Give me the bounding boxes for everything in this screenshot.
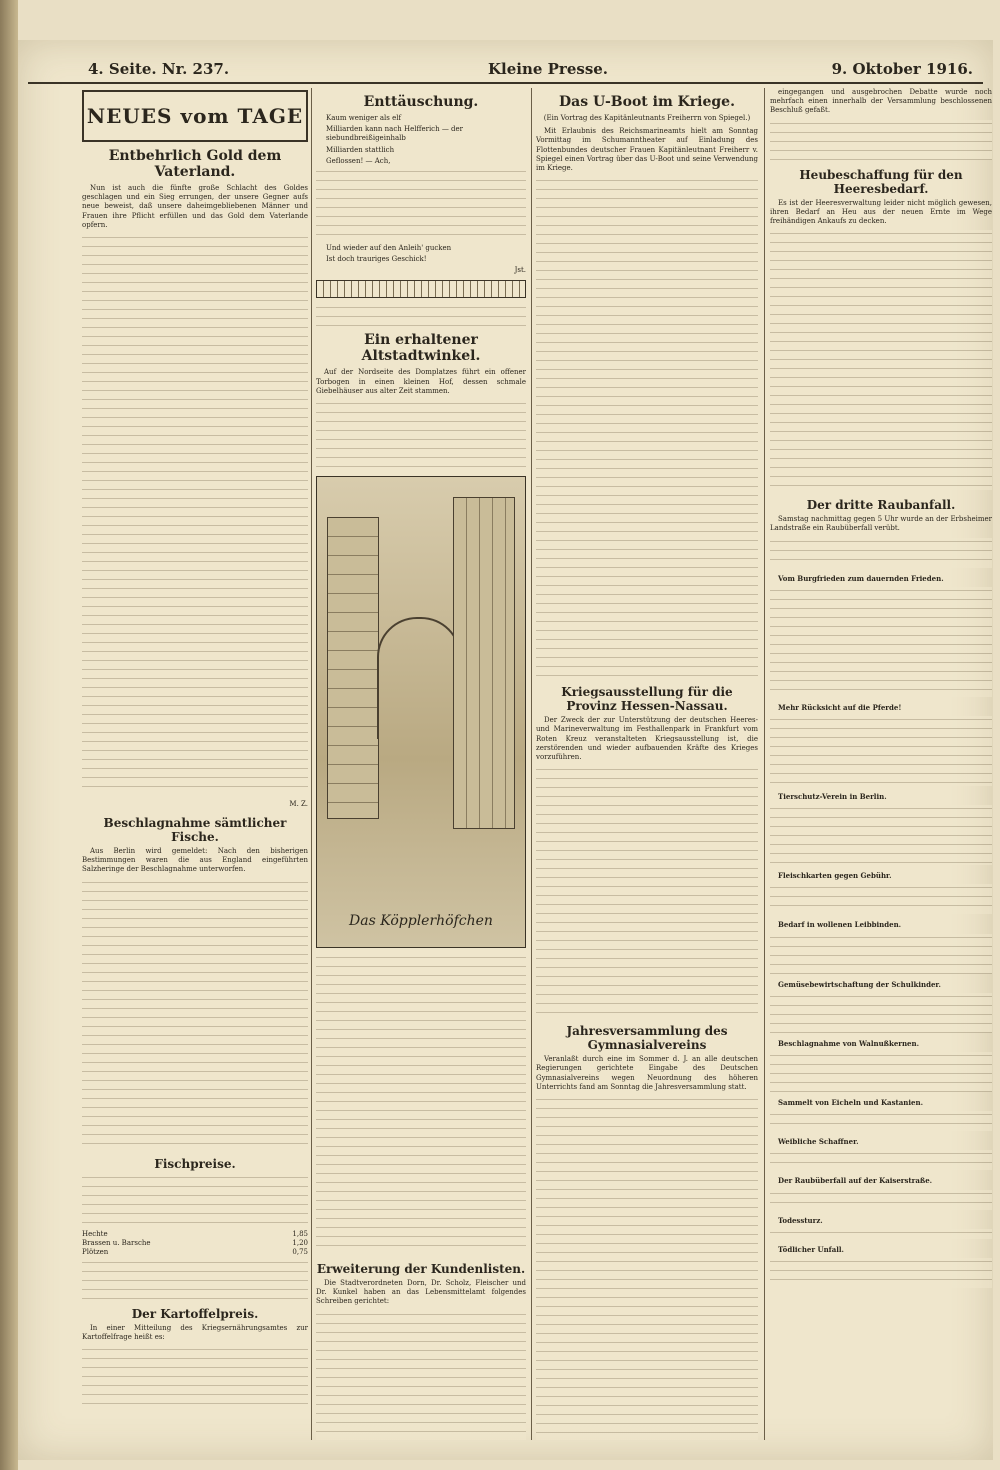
poem-line: Und wieder auf den Anleih' gucken <box>326 244 452 253</box>
decorative-divider <box>316 280 526 298</box>
article-body-lines <box>770 1258 992 1288</box>
poem-line: Kaum weniger als elf <box>326 114 402 122</box>
signature: M. Z. <box>289 800 308 809</box>
masthead: NEUES vom TAGE <box>82 90 308 142</box>
article-text: Veranlaßt durch eine im Sommer d. J. an alle deutschen Regierungen gerichtete Eingabe des Deutschen Gymnasialvereins wegen Neuordnung des höheren Unterrichts fand am Sonntag die Jahresversammlung statt. <box>536 1055 758 1091</box>
figure-caption: Das Köpplerhöfchen <box>349 913 493 930</box>
headline-kartoffelpreis: Der Kartoffelpreis. <box>131 1306 259 1321</box>
column-divider <box>311 88 312 1440</box>
article-text: Auf der Nordseite des Domplatzes führt ein offener Torbogen in einen kleinen Hof, dessen schmale Giebelhäuser aus alter Zeit stammen. <box>316 368 526 395</box>
house-drawing <box>327 517 379 819</box>
article-body-lines <box>770 538 992 568</box>
news-item-title: Der Raubüberfall auf der Kaiserstraße. <box>778 1176 933 1186</box>
poem-line: Geflossen! — Ach, <box>326 156 391 165</box>
headline-kriegsausstellung: Kriegsausstellung für die Provinz Hessen-Nassau. <box>561 685 733 714</box>
article-body-lines <box>770 1190 992 1210</box>
article-body-lines <box>316 954 526 1254</box>
column-2 <box>316 88 526 1440</box>
article-text: eingegangen und ausgebrochen Debatte wurde noch mehrfach einen innerhalb der Versammlung beschlossenen Beschluß gefaßt. <box>770 88 992 115</box>
article-body-lines <box>316 304 526 326</box>
news-item-title: Bedarf in wollenen Leibbinden. <box>778 920 902 930</box>
article-body-lines <box>770 587 992 697</box>
headline-raubanfall: Der dritte Raubanfall. <box>806 498 956 513</box>
headline-gymnasialverein: Jahresversammlung des Gymnasialvereins <box>566 1024 728 1053</box>
headline-enttaeuschung: Enttäuschung. <box>363 94 479 110</box>
article-body-lines <box>82 234 308 794</box>
binding-edge <box>0 0 18 1470</box>
article-body-lines <box>770 934 992 974</box>
news-item-title: Sammelt von Eicheln und Kastanien. <box>778 1098 924 1108</box>
article-subtitle: (Ein Vortrag des Kapitänleutnants Freiherrn von Spiegel.) <box>543 114 751 122</box>
poem-body-lines <box>316 168 526 238</box>
column-divider <box>531 88 532 1440</box>
column-1 <box>82 88 308 1440</box>
article-body-lines <box>82 879 308 1149</box>
poem-line: Milliarden kann nach Helfferich — der siebundbreißigeinhalb <box>326 125 464 143</box>
article-body-lines <box>316 400 526 470</box>
news-item-title: Fleischkarten gegen Gebühr. <box>778 871 892 881</box>
headline-fischpreise: Fischpreise. <box>154 1156 236 1171</box>
price-row: Brassen u. Barsche 1,20 <box>82 1238 308 1247</box>
headline-heubeschaffung: Heubeschaffung für den Heeresbedarf. <box>799 167 963 196</box>
article-body-lines <box>82 1259 308 1299</box>
article-body-lines <box>536 177 758 677</box>
news-item-title: Vom Burgfrieden zum dauernden Frieden. <box>778 573 944 583</box>
article-body-lines <box>770 120 992 160</box>
headline-altstadtwinkel: Ein erhaltener Altstadtwinkel. <box>361 332 481 365</box>
article-body-lines <box>536 1096 758 1440</box>
article-body-lines <box>770 1150 992 1170</box>
page-number: 4. Seite. Nr. 237. <box>88 60 230 78</box>
headline-kundenlisten: Erweiterung der Kundenlisten. <box>316 1262 526 1277</box>
headline-uboot: Das U-Boot im Kriege. <box>559 94 735 110</box>
news-item-title: Mehr Rücksicht auf die Pferde! <box>778 702 902 712</box>
house-drawing <box>453 497 515 829</box>
article-body-lines <box>770 993 992 1033</box>
article-body-lines <box>82 1346 308 1406</box>
column-4 <box>770 88 992 1440</box>
issue-date: 9. Oktober 1916. <box>831 60 973 78</box>
article-body-lines <box>536 766 758 1016</box>
column-3 <box>536 88 758 1440</box>
news-item-title: Tierschutz-Verein in Berlin. <box>778 792 887 802</box>
article-text: Der Zweck der zur Unterstützung der deutschen Heeres- und Marineverwaltung im Festhallenpark in Frankfurt vom Roten Kreuz veranstalteten Kriegsausstellung ist, die zerstörenden und wieder aufbauenden Kräfte des Krieges vorzuführen. <box>536 716 758 762</box>
article-text: Mit Erlaubnis des Reichsmarineamts hielt am Sonntag Vormittag im Schumanntheater auf Einladung des Flottenbundes deutscher Frauen Kapitänleutnant Freiherr v. Spiegel einen Vortrag über das U-Boot und seine Verwendung im Kriege. <box>536 127 758 173</box>
poem-line: Ist doch trauriges Geschick! <box>326 255 427 264</box>
article-body-lines <box>82 1174 308 1224</box>
poem-line: Milliarden stattlich <box>326 145 395 154</box>
poem-signature: Jst. <box>514 266 526 275</box>
headline-gold: Entbehrlich Gold dem Vaterland. <box>108 148 282 180</box>
article-body-lines <box>770 1052 992 1092</box>
article-body-lines <box>770 884 992 914</box>
newspaper-page <box>18 40 993 1460</box>
article-text: In einer Mitteilung des Kriegsernährungsamtes zur Kartoffelfrage heißt es: <box>82 1323 308 1341</box>
headline-fische: Beschlagnahme sämtlicher Fische. <box>103 816 287 845</box>
header-rule <box>28 82 983 84</box>
article-body-lines <box>770 716 992 786</box>
article-body-lines <box>316 1311 526 1440</box>
news-item-title: Tödlicher Unfall. <box>778 1244 844 1254</box>
price-row: Plötzen 0,75 <box>82 1247 308 1256</box>
article-body-lines <box>770 1111 992 1131</box>
article-text: Die Stadtverordneten Dorn, Dr. Scholz, Fleischer und Dr. Kunkel haben an das Lebensmittelamt folgendes Schreiben gerichtet: <box>316 1279 526 1306</box>
illustration-koepplerhoefchen <box>316 476 526 948</box>
news-item-title: Gemüsebewirtschaftung der Schulkinder. <box>778 979 941 989</box>
article-text: Aus Berlin wird gemeldet: Nach den bisherigen Bestimmungen waren die aus England eingeführten Salzheringe der Beschlagnahme unterworfen. <box>82 847 308 874</box>
news-item-title: Weibliche Schaffner. <box>778 1137 859 1147</box>
archway-drawing <box>377 617 461 739</box>
article-text: Samstag nachmittag gegen 5 Uhr wurde an der Erbsheimer Landstraße ein Raubüberfall verübt. <box>770 515 992 533</box>
page-header <box>18 56 993 82</box>
article-text: Es ist der Heeresverwaltung leider nicht möglich gewesen, ihren Bedarf an Heu aus der neuen Ernte im Wege freihändigen Ankaufs zu decken. <box>770 198 992 226</box>
article-body-lines <box>770 805 992 865</box>
column-divider <box>764 88 765 1440</box>
news-item-title: Beschlagnahme von Walnußkernen. <box>778 1038 920 1048</box>
price-row: Hechte 1,85 <box>82 1229 308 1238</box>
article-text: Nun ist auch die fünfte große Schlacht des Goldes geschlagen und ein Sieg errungen, der unsere Gegner aufs neue beweist, daß unsere daheimgebliebenen Männer und Frauen ihre Pflicht erfüllen und das Gold dem Vaterlande opfern. <box>82 184 308 229</box>
article-body-lines <box>770 230 992 490</box>
paper-name: Kleine Presse. <box>488 60 609 78</box>
article-body-lines <box>770 1229 992 1239</box>
news-item-title: Todessturz. <box>778 1215 823 1225</box>
